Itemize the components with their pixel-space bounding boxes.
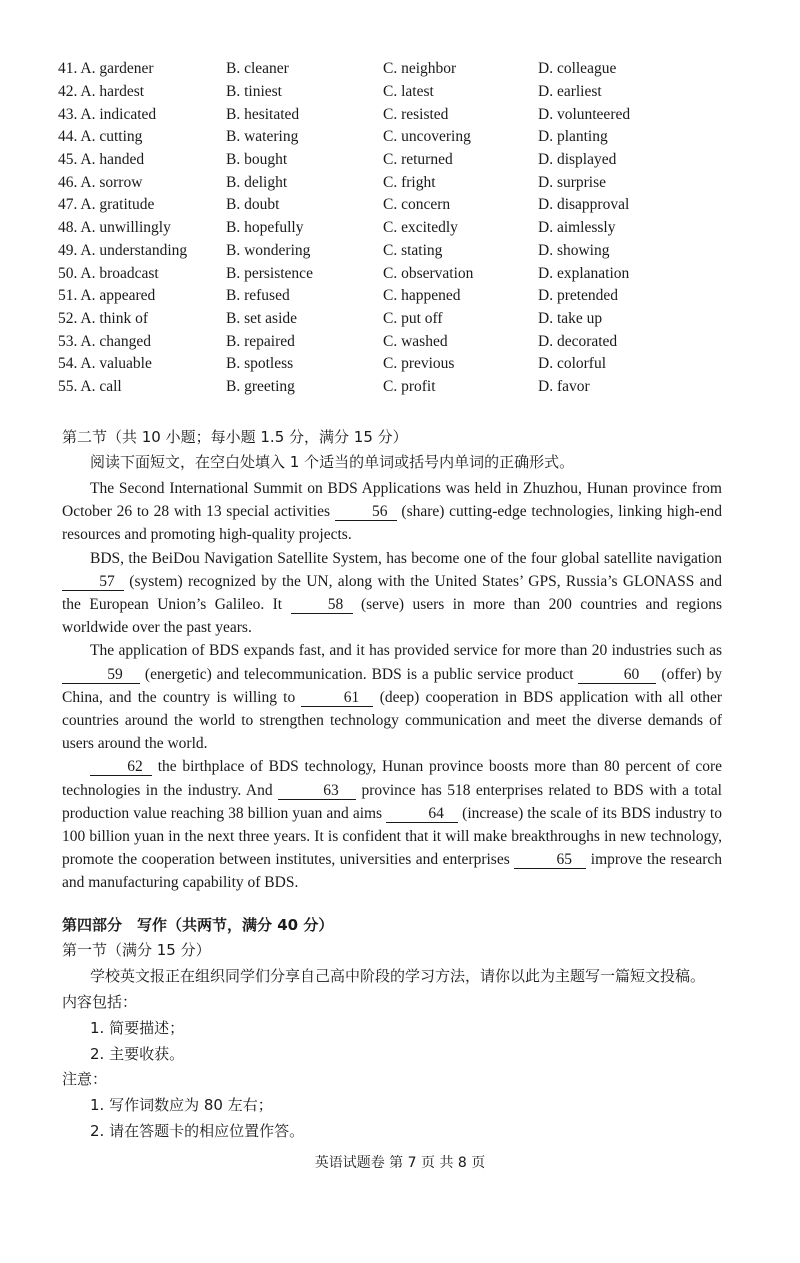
option-d: D. showing — [538, 241, 610, 259]
option-b: B. repaired — [226, 332, 295, 350]
option-c: C. profit — [383, 377, 436, 395]
option-a: 53. A. changed — [58, 332, 151, 350]
page-footer: 英语试题卷 第 7 页 共 8 页 — [314, 1155, 486, 1171]
option-row — [58, 285, 758, 308]
option-row — [58, 330, 758, 353]
option-c: C. washed — [383, 332, 448, 350]
option-row — [58, 308, 758, 331]
option-row — [58, 81, 758, 104]
option-d: D. take up — [538, 309, 603, 327]
option-b: B. hopefully — [226, 219, 304, 237]
blank-61[interactable]: 61 — [301, 690, 373, 707]
option-b: B. tiniest — [226, 83, 282, 101]
option-c: C. neighbor — [383, 60, 457, 78]
option-b: B. bought — [226, 151, 288, 169]
option-d: D. favor — [538, 377, 590, 395]
option-b: B. watering — [226, 128, 299, 146]
option-row — [58, 103, 758, 126]
blank-64[interactable]: 64 — [386, 806, 458, 823]
option-b: B. greeting — [226, 377, 295, 395]
option-b: B. hesitated — [226, 105, 300, 123]
option-b: B. delight — [226, 173, 288, 191]
option-row — [58, 240, 758, 263]
options-table — [58, 58, 758, 398]
blank-57[interactable]: 57 — [62, 574, 124, 591]
blank-56[interactable]: 56 — [335, 504, 397, 521]
option-c: C. resisted — [383, 105, 449, 123]
option-d: D. colorful — [538, 355, 607, 373]
option-c: C. concern — [383, 196, 451, 214]
option-row — [58, 217, 758, 240]
option-row — [58, 262, 758, 285]
passage-paragraph: The application of BDS expands fast, and it has provided service for more than 20 industries such as 59 (energetic) and telecommunication. BDS is a public service product 60 (offer) by China, and the country is willing to 61 (deep) cooperation in BDS application with all other countries around the world to strengthen technology communication and meet the diverse demands of users around the world. — [62, 642, 722, 753]
option-a: 48. A. unwillingly — [58, 219, 171, 237]
option-d: D. volunteered — [538, 105, 631, 123]
passage-paragraph: The Second International Summit on BDS Applications was held in Zhuzhou, Hunan province from October 26 to 28 with 13 special activities 56 (share) cutting-edge technologies, linking high-end resources and promoting high-quality projects. — [62, 480, 722, 544]
option-d: D. decorated — [538, 332, 618, 350]
option-d: D. pretended — [538, 287, 619, 305]
option-a: 41. A. gardener — [58, 60, 154, 78]
passage-paragraph: 62 the birthplace of BDS technology, Hunan province boosts more than 80 percent of core technologies in the industry. And 63 province has 518 enterprises related to BDS with a total production value reaching 38 billion yuan and aims 64 (increase) the scale of its BDS industry to 100 billion yuan in the next three years. It is confident that it will make breakthroughs in new technology, promote the cooperation between institutes, universities and enterprises 65 improve the research and manufacturing capability of BDS. — [62, 758, 722, 892]
writing-task: 学校英文报正在组织同学们分享自己高中阶段的学习方法，请你以此为主题写一篇短文投稿。 — [90, 967, 706, 985]
option-b: B. spotless — [226, 355, 294, 373]
content-item: 2. 主要收获。 — [90, 1045, 185, 1063]
option-d: D. surprise — [538, 173, 607, 191]
part-4-heading: 第四部分 写作（共两节，满分 40 分） — [62, 916, 334, 934]
blank-62[interactable]: 62 — [90, 759, 152, 776]
option-d: D. displayed — [538, 151, 617, 169]
option-a: 52. A. think of — [58, 309, 148, 327]
note-item: 1. 写作词数应为 80 左右； — [90, 1096, 273, 1114]
option-row — [58, 376, 758, 399]
option-a: 51. A. appeared — [58, 287, 156, 305]
passage-paragraph: BDS, the BeiDou Navigation Satellite System, has become one of the four global satellite navigation 57 (system) recognized by the UN, along with the United States’ GPS, Russia’s GLONASS and the European Union’s Galileo. It 58 (serve) users in more than 200 countries and regions worldwide over the past years. — [62, 549, 722, 637]
option-b: B. persistence — [226, 264, 313, 282]
option-a: 54. A. valuable — [58, 355, 152, 373]
option-row — [58, 171, 758, 194]
content-label: 内容包括： — [62, 993, 138, 1011]
option-a: 44. A. cutting — [58, 128, 143, 146]
option-d: D. planting — [538, 128, 608, 146]
option-row — [58, 126, 758, 149]
option-a: 50. A. broadcast — [58, 264, 159, 282]
option-d: D. explanation — [538, 264, 630, 282]
option-b: B. doubt — [226, 196, 280, 214]
option-row — [58, 58, 758, 81]
option-c: C. observation — [383, 264, 474, 282]
blank-59[interactable]: 59 — [62, 667, 140, 684]
option-d: D. colleague — [538, 60, 617, 78]
option-c: C. returned — [383, 151, 453, 169]
option-c: C. stating — [383, 241, 443, 259]
blank-58[interactable]: 58 — [291, 597, 353, 614]
option-a: 42. A. hardest — [58, 83, 145, 101]
option-c: C. latest — [383, 83, 434, 101]
blank-65[interactable]: 65 — [514, 852, 586, 869]
option-b: B. wondering — [226, 241, 311, 259]
option-row — [58, 194, 758, 217]
option-c: C. put off — [383, 309, 443, 327]
option-a: 47. A. gratitude — [58, 196, 155, 214]
option-d: D. earliest — [538, 83, 602, 101]
section-1-heading: 第一节（满分 15 分） — [62, 941, 211, 959]
option-a: 43. A. indicated — [58, 105, 157, 123]
cloze-passage — [62, 477, 722, 895]
option-b: B. refused — [226, 287, 290, 305]
blank-60[interactable]: 60 — [578, 667, 656, 684]
option-a: 49. A. understanding — [58, 241, 188, 259]
option-c: C. happened — [383, 287, 461, 305]
option-a: 55. A. call — [58, 377, 122, 395]
section-2-instruction: 阅读下面短文，在空白处填入 1 个适当的单词或括号内单词的正确形式。 — [90, 453, 575, 471]
option-row — [58, 353, 758, 376]
option-row — [58, 149, 758, 172]
content-item: 1. 简要描述； — [90, 1019, 185, 1037]
option-b: B. set aside — [226, 309, 298, 327]
option-b: B. cleaner — [226, 60, 289, 78]
notes-label: 注意： — [62, 1070, 108, 1088]
section-2-heading: 第二节（共 10 小题；每小题 1.5 分，满分 15 分） — [62, 428, 408, 446]
option-d: D. aimlessly — [538, 219, 616, 237]
option-c: C. uncovering — [383, 128, 471, 146]
note-item: 2. 请在答题卡的相应位置作答。 — [90, 1122, 305, 1140]
option-c: C. fright — [383, 173, 436, 191]
option-a: 45. A. handed — [58, 151, 145, 169]
option-c: C. excitedly — [383, 219, 458, 237]
blank-63[interactable]: 63 — [278, 783, 356, 800]
option-a: 46. A. sorrow — [58, 173, 143, 191]
option-d: D. disapproval — [538, 196, 630, 214]
option-c: C. previous — [383, 355, 455, 373]
